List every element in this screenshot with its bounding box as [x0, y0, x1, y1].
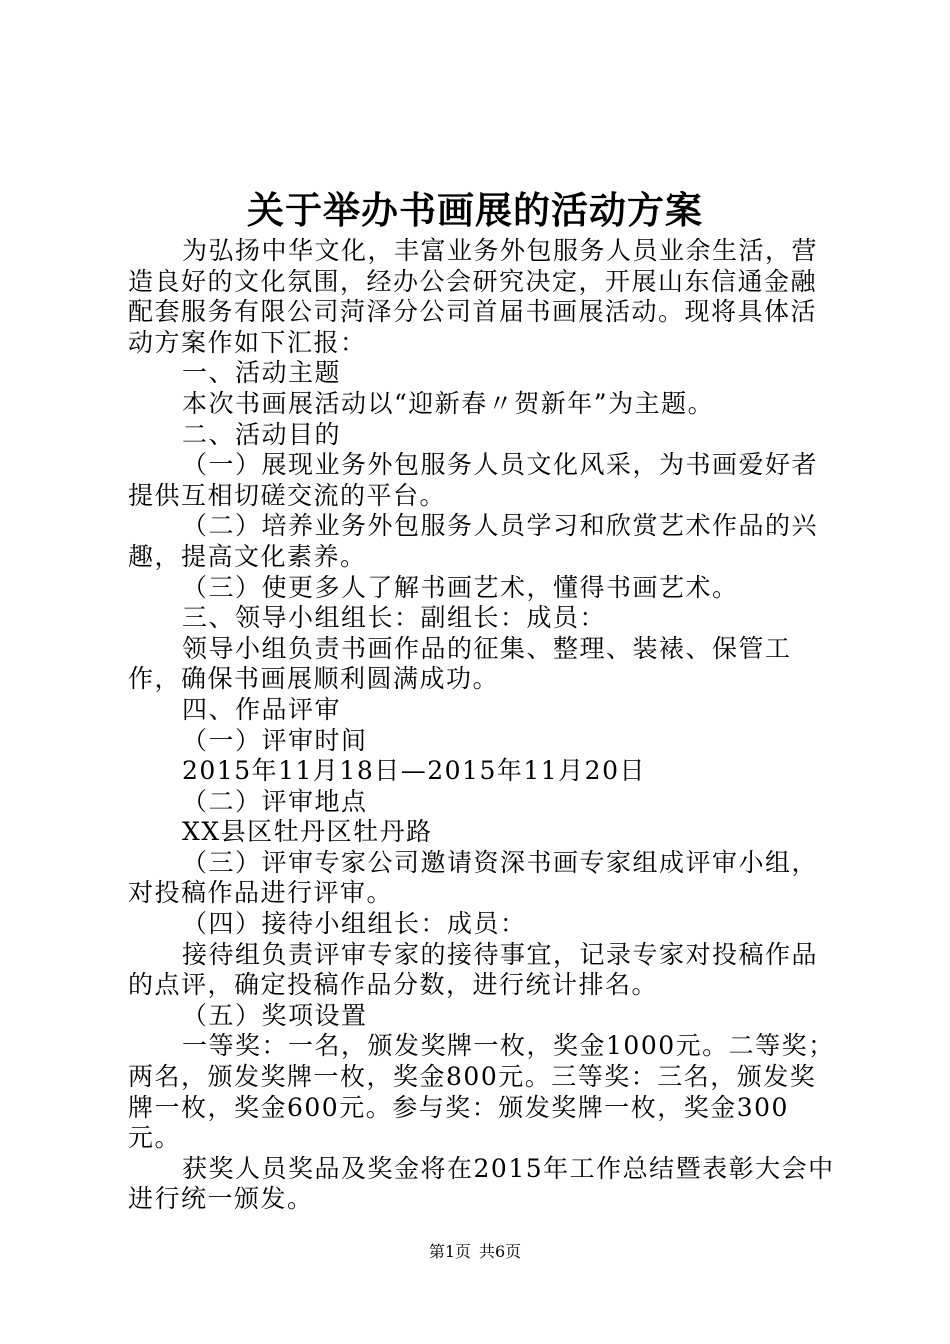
review-experts-paragraph: （三）评审专家公司邀请资深书画专家组成评审小组，对投稿作品进行评审。 [128, 847, 819, 908]
reception-group-heading: （四）接待小组组长：成员： [182, 909, 527, 939]
awards-heading: （五）奖项设置 [182, 1000, 368, 1030]
awards-ceremony-paragraph: 获奖人员奖品及奖金将在2015年工作总结暨表彰大会中进行统一颁发。 [128, 1153, 835, 1214]
review-location-heading: （二）评审地点 [182, 786, 368, 816]
section-heading-review: 四、作品评审 [182, 694, 342, 724]
leadership-paragraph: 领导小组负责书画作品的征集、整理、装裱、保管工作，确保书画展顺利圆满成功。 [128, 633, 792, 694]
purpose-item-3: （三）使更多人了解书画艺术，懂得书画艺术。 [182, 572, 739, 602]
review-time-value: 2015年11月18日—2015年11月20日 [182, 756, 646, 786]
theme-paragraph: 本次书画展活动以“迎新春〃贺新年”为主题。 [182, 388, 715, 418]
purpose-item-2: （二）培养业务外包服务人员学习和欣赏艺术作品的兴趣，提高文化素养。 [128, 511, 819, 571]
awards-paragraph: 一等奖：一名，颁发奖牌一枚，奖金1000元。二等奖；两名，颁发奖牌一枚，奖金800元。三等奖：三名，颁发奖牌一枚，奖金600元。参与奖：颁发奖牌一枚，奖金300元。 [128, 1031, 835, 1153]
purpose-item-1: （一）展现业务外包服务人员文化风采，为书画爱好者提供互相切磋交流的平台。 [128, 450, 819, 510]
document-body [128, 236, 836, 1215]
intro-paragraph: 为弘扬中华文化，丰富业务外包服务人员业余生活，营造良好的文化氛围，经办公会研究决定，开展山东信通金融配套服务有限公司菏泽分公司首届书画展活动。现将具体活动方案作如下汇报： [128, 236, 819, 357]
document-title: 关于举办书画展的活动方案 [247, 188, 703, 232]
section-heading-purpose: 二、活动目的 [182, 419, 342, 449]
page-number: 第1页 [428, 1242, 471, 1261]
section-heading-theme: 一、活动主题 [182, 358, 342, 388]
review-location-value: XX县区牡丹区牡丹路 [182, 817, 433, 847]
reception-paragraph: 接待组负责评审专家的接待事宜，记录专家对投稿作品的点评，确定投稿作品分数，进行统计排名。 [128, 939, 819, 1000]
review-time-heading: （一）评审时间 [182, 725, 368, 755]
page-footer [0, 1240, 950, 1264]
page-total: 共6页 [479, 1242, 522, 1261]
section-heading-leadership: 三、领导小组组长：副组长：成员： [182, 603, 607, 633]
